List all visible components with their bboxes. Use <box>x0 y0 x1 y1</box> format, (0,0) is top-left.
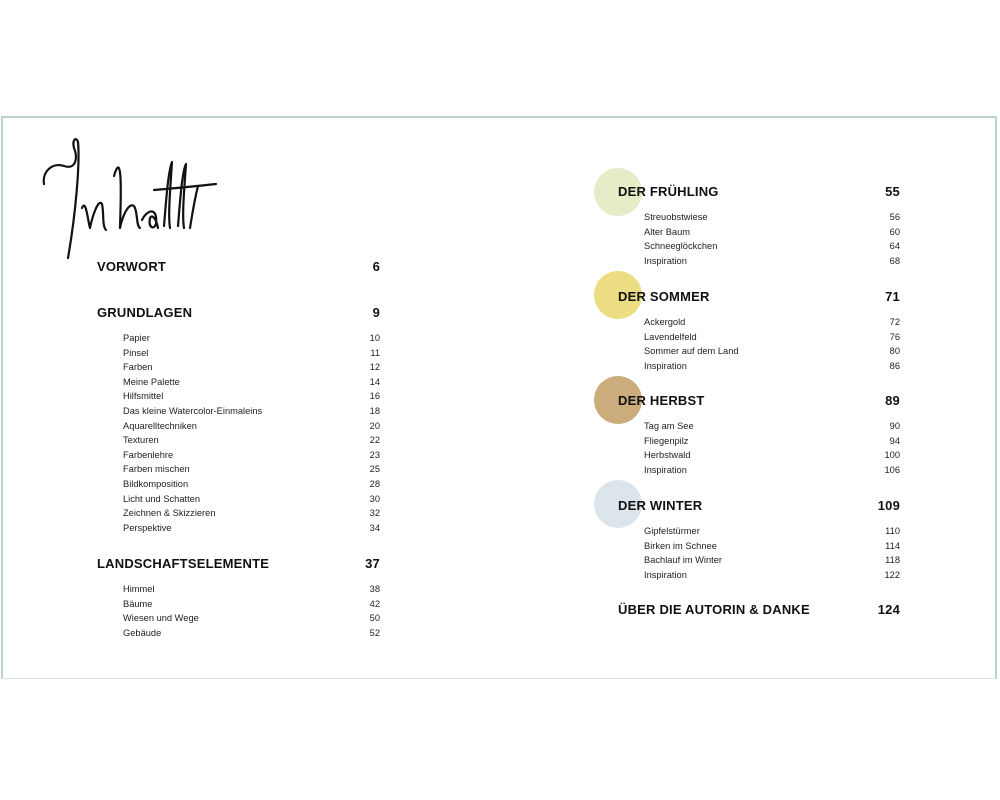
entry-label: Alter Baum <box>644 226 690 237</box>
toc-entry[interactable] <box>618 568 900 583</box>
toc-entry[interactable] <box>618 359 900 374</box>
entry-label: Inspiration <box>644 360 687 371</box>
toc-section-winter <box>618 497 900 582</box>
toc-entry[interactable] <box>97 346 380 361</box>
toc-entry[interactable] <box>618 210 900 225</box>
entry-label: Zeichnen & Skizzieren <box>123 508 216 519</box>
entry-label: Birken im Schnee <box>644 540 717 551</box>
entry-page: 94 <box>889 435 900 446</box>
toc-section-autorin <box>618 601 900 619</box>
section-items <box>618 210 900 268</box>
entry-page: 100 <box>884 450 900 461</box>
entry-label: Das kleine Watercolor-Einmaleins <box>123 405 263 416</box>
entry-page: 64 <box>889 241 900 252</box>
entry-page: 80 <box>889 346 900 357</box>
entry-page: 50 <box>369 613 380 624</box>
section-heading[interactable] <box>97 304 380 322</box>
entry-label: Schneeglöckchen <box>644 241 718 252</box>
section-title: DER WINTER <box>618 498 703 513</box>
toc-entry[interactable] <box>97 582 380 597</box>
toc-entry[interactable] <box>97 626 380 641</box>
entry-page: 16 <box>369 391 380 402</box>
entry-page: 23 <box>369 449 380 460</box>
entry-label: Lavendelfeld <box>644 331 697 342</box>
entry-page: 118 <box>885 555 900 566</box>
toc-entry[interactable] <box>618 524 900 539</box>
toc-entry[interactable] <box>618 419 900 434</box>
section-title: GRUNDLAGEN <box>97 305 193 320</box>
entry-page: 72 <box>889 317 900 327</box>
section-items <box>97 331 380 535</box>
toc-entry[interactable] <box>97 375 380 390</box>
section-page: 109 <box>877 498 900 513</box>
entry-label: Streuobstwiese <box>644 212 708 222</box>
entry-label: Bachlauf im Winter <box>644 555 723 566</box>
entry-label: Texturen <box>123 435 159 446</box>
toc-entry[interactable] <box>618 330 900 345</box>
entry-label: Papier <box>123 333 150 343</box>
toc-entry[interactable] <box>97 521 380 536</box>
entry-label: Farben <box>123 362 153 373</box>
toc-entry[interactable] <box>618 539 900 554</box>
section-heading[interactable] <box>97 258 380 276</box>
entry-label: Gipfelstürmer <box>644 526 700 536</box>
toc-entry[interactable] <box>97 433 380 448</box>
entry-page: 25 <box>369 464 380 475</box>
section-page: 89 <box>885 393 900 408</box>
section-title: DER FRÜHLING <box>618 184 719 199</box>
section-items <box>97 582 380 640</box>
toc-entry[interactable] <box>618 254 900 269</box>
toc-entry[interactable] <box>618 344 900 359</box>
section-heading[interactable] <box>97 555 380 573</box>
toc-entry[interactable] <box>618 315 900 330</box>
toc-entry[interactable] <box>97 404 380 419</box>
entry-label: Bäume <box>123 598 153 609</box>
section-title: VORWORT <box>97 259 167 274</box>
section-title: DER SOMMER <box>618 289 710 304</box>
entry-page: 11 <box>370 347 380 358</box>
toc-entry[interactable] <box>618 225 900 240</box>
entry-page: 32 <box>369 508 380 519</box>
entry-page: 42 <box>369 598 380 609</box>
entry-label: Farbenlehre <box>123 449 174 460</box>
section-items <box>618 524 900 582</box>
section-title: DER HERBST <box>618 393 705 408</box>
section-items <box>618 315 900 373</box>
entry-page: 86 <box>889 360 900 371</box>
entry-label: Aquarelltechniken <box>123 420 197 431</box>
entry-page: 14 <box>369 376 380 387</box>
entry-page: 122 <box>884 569 900 580</box>
entry-page: 106 <box>884 464 900 475</box>
toc-entry[interactable] <box>618 434 900 449</box>
entry-page: 76 <box>889 331 900 342</box>
section-page: 37 <box>365 556 380 571</box>
section-items <box>618 419 900 477</box>
entry-page: 34 <box>369 522 380 533</box>
heading-script-title <box>38 132 218 262</box>
entry-page: 30 <box>369 493 380 504</box>
entry-page: 38 <box>369 584 380 594</box>
entry-label: Sommer auf dem Land <box>644 346 739 357</box>
toc-entry[interactable] <box>618 553 900 568</box>
entry-label: Inspiration <box>644 569 687 580</box>
entry-label: Himmel <box>123 584 155 594</box>
entry-page: 10 <box>369 333 380 343</box>
toc-entry[interactable] <box>97 492 380 507</box>
entry-label: Bildkomposition <box>123 478 189 489</box>
entry-label: Ackergold <box>644 317 686 327</box>
toc-entry[interactable] <box>97 448 380 463</box>
entry-page: 28 <box>369 478 380 489</box>
toc-entry[interactable] <box>97 506 380 521</box>
entry-label: Perspektive <box>123 522 172 533</box>
section-heading[interactable] <box>618 183 900 201</box>
toc-entry[interactable] <box>97 389 380 404</box>
section-heading[interactable] <box>618 601 900 619</box>
toc-section-landschaftselemente <box>97 555 380 640</box>
entry-page: 52 <box>369 627 380 638</box>
entry-label: Fliegenpilz <box>644 435 689 446</box>
section-title: ÜBER DIE AUTORIN & DANKE <box>618 602 810 617</box>
toc-entry[interactable] <box>97 611 380 626</box>
section-page: 9 <box>372 305 380 320</box>
toc-section-herbst <box>618 392 900 477</box>
entry-page: 60 <box>889 226 900 237</box>
entry-label: Wiesen und Wege <box>123 613 199 624</box>
entry-page: 68 <box>889 255 900 266</box>
toc-entry[interactable] <box>618 463 900 478</box>
entry-page: 90 <box>889 421 900 431</box>
entry-label: Gebäude <box>123 627 162 638</box>
toc-entry[interactable] <box>97 477 380 492</box>
section-page: 55 <box>885 184 900 199</box>
entry-label: Meine Palette <box>123 376 180 387</box>
toc-entry[interactable] <box>97 597 380 612</box>
toc-section-grundlagen <box>97 304 380 535</box>
section-page: 6 <box>372 259 380 274</box>
entry-label: Tag am See <box>644 421 694 431</box>
section-heading[interactable] <box>618 288 900 306</box>
entry-label: Inspiration <box>644 255 687 266</box>
toc-section-fruehling <box>618 183 900 268</box>
section-heading[interactable] <box>618 392 900 410</box>
toc-entry[interactable] <box>97 331 380 346</box>
entry-page: 18 <box>369 405 380 416</box>
toc-entry[interactable] <box>618 448 900 463</box>
toc-section-sommer <box>618 288 900 373</box>
toc-entry[interactable] <box>618 239 900 254</box>
section-page: 124 <box>877 602 900 617</box>
entry-label: Herbstwald <box>644 450 691 461</box>
toc-entry[interactable] <box>97 360 380 375</box>
entry-label: Farben mischen <box>123 464 190 475</box>
section-title: LANDSCHAFTSELEMENTE <box>97 556 270 571</box>
entry-label: Hilfsmittel <box>123 391 164 402</box>
toc-entry[interactable] <box>97 419 380 434</box>
toc-section-vorwort <box>97 258 380 276</box>
entry-label: Licht und Schatten <box>123 493 201 504</box>
section-heading[interactable] <box>618 497 900 515</box>
entry-page: 56 <box>889 212 900 222</box>
entry-label: Pinsel <box>123 347 149 358</box>
entry-page: 12 <box>369 362 380 373</box>
section-page: 71 <box>885 289 900 304</box>
entry-page: 114 <box>885 540 900 551</box>
entry-page: 20 <box>369 420 380 431</box>
toc-entry[interactable] <box>97 462 380 477</box>
entry-page: 22 <box>369 435 380 446</box>
entry-label: Inspiration <box>644 464 687 475</box>
entry-page: 110 <box>885 526 900 536</box>
